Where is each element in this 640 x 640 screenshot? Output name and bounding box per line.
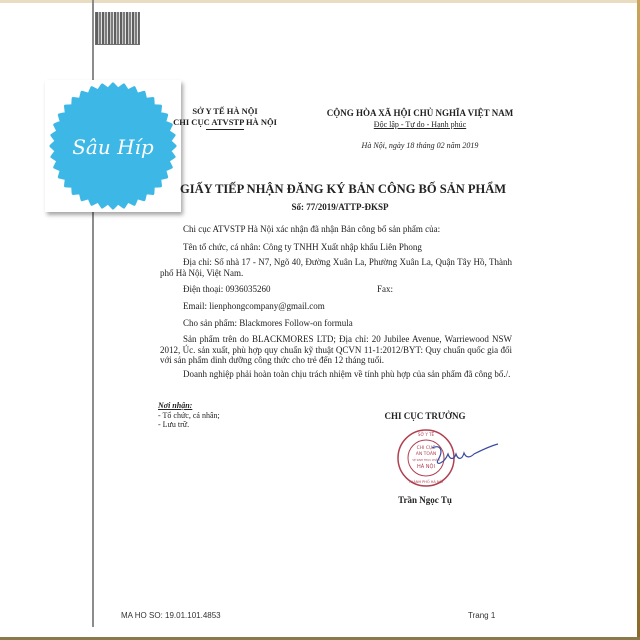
document-title: GIẤY TIẾP NHẬN ĐĂNG KÝ BẢN CÔNG BỐ SẢN PHẨM: [180, 182, 507, 196]
stamp-text-4: HÀ NỘI: [417, 464, 435, 470]
page-number: Trang 1: [468, 611, 496, 620]
recipient-item: - Tổ chức, cá nhân;: [158, 410, 220, 420]
qr-code: [95, 12, 140, 45]
frame-top-border: [0, 0, 640, 3]
recipient-item: - Lưu trữ.: [158, 420, 190, 429]
document-date: Hà Nội, ngày 18 tháng 02 năm 2019: [361, 141, 479, 150]
body-manufacturer: Sản phẩm trên do BLACKMORES LTD; Địa chỉ: 20 Jubilee Avenue, Warriewood NSW 2012, Úc. sản xuất, phù hợp quy chuẩn kỹ thuật QCVN 11-1:2012/BYT: Quy chuẩn quốc gia đối với sản phẩm dinh dưỡng công thức cho trẻ đến 12 tháng tuổi.: [160, 334, 512, 365]
body-address: Địa chỉ: Số nhà 17 - N7, Ngõ 40, Đường Xuân La, Phường Xuân La, Quận Tây Hồ, Thành phố Hà Nội, Việt Nam.: [160, 257, 512, 278]
body-intro: Chi cục ATVSTP Hà Nội xác nhận đã nhận Bản công bố sản phẩm của:: [183, 224, 441, 234]
issuer-line-1: SỞ Y TẾ HÀ NỘI: [192, 106, 258, 116]
document-number: Số: 77/2019/ATTP-ĐKSP: [291, 202, 389, 212]
issuer-line-2: CHI CỤC ATVSTP HÀ NỘI: [173, 117, 277, 127]
body-fax: Fax:: [377, 284, 394, 294]
stamp-text-bottom: THÀNH PHỐ HÀ NỘI: [408, 480, 444, 484]
national-header: [320, 108, 520, 130]
national-motto: Độc lập - Tự do - Hạnh phúc: [373, 120, 467, 129]
body-product: Cho sản phẩm: Blackmores Follow-on formula: [183, 318, 353, 328]
logo-text: Sâu Híp: [72, 135, 154, 159]
recipients-label: Nơi nhận:: [158, 401, 193, 410]
watermark-logo: [45, 80, 181, 212]
issuer-underline: [206, 129, 244, 130]
logo-badge-icon: [48, 81, 178, 211]
issuer-header: [170, 106, 280, 130]
handwritten-signature: [430, 440, 500, 470]
body-email: Email: lienphongcompany@gmail.com: [183, 301, 325, 311]
national-line-1: CỘNG HÒA XÃ HỘI CHỦ NGHĨA VIỆT NAM: [326, 108, 514, 118]
stamp-text-1: CHI CỤC: [416, 446, 436, 451]
body-responsibility: Doanh nghiệp phải hoàn toàn chịu trách nhiệm về tính phù hợp của sản phẩm đã công bố./.: [183, 369, 511, 379]
body-phone: Điện thoại: 0936035260: [183, 284, 271, 294]
stamp-text-top: SỞ Y TẾ: [417, 432, 435, 437]
file-code: MA HO SO: 19.01.101.4853: [121, 611, 221, 620]
stamp-text-2: AN TOÀN: [415, 452, 437, 457]
recipients: [158, 401, 220, 430]
signer-name: Trần Ngọc Tụ: [398, 495, 452, 505]
stamp-text-3: VỆ SINH THỰC PHẨM: [412, 459, 440, 462]
body-org: Tên tổ chức, cá nhân: Công ty TNHH Xuất nhập khẩu Liên Phong: [183, 242, 422, 252]
signer-title: CHI CỤC TRƯỞNG: [384, 411, 466, 421]
